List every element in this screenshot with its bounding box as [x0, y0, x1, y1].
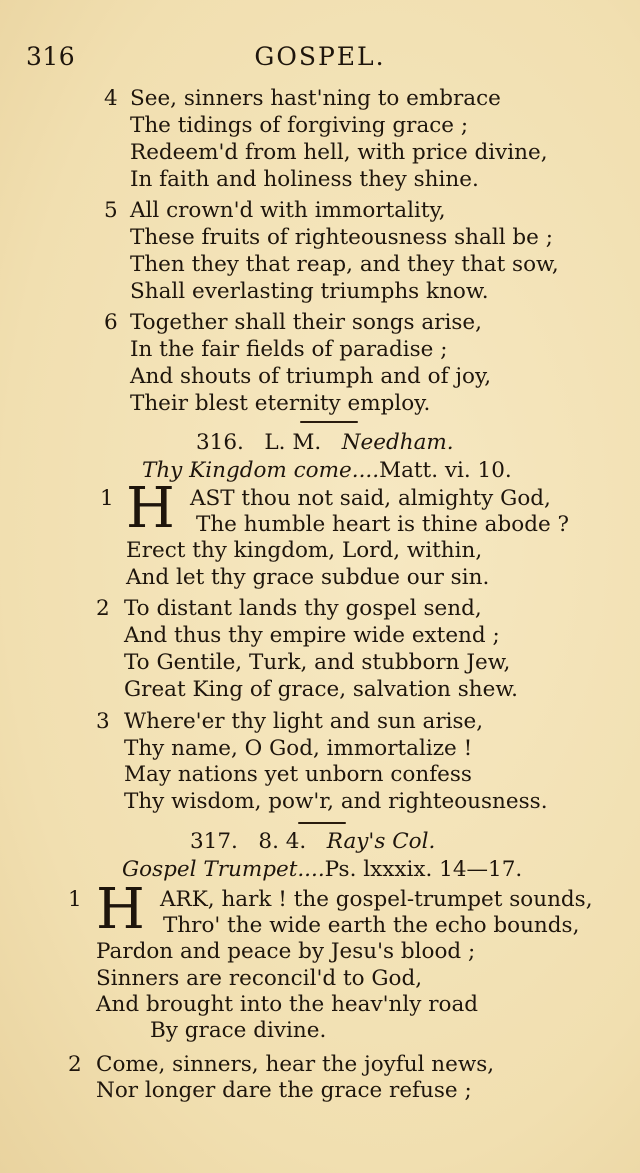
verse-line: The humble heart is thine abode ? — [196, 512, 570, 537]
verse-line: Sinners are reconcil'd to God, — [96, 966, 423, 991]
verse-line: Pardon and peace by Jesu's blood ; — [96, 939, 476, 964]
section-divider — [298, 822, 346, 824]
verse-line: And thus thy empire wide extend ; — [124, 623, 500, 648]
verse-number: 1 — [68, 887, 82, 912]
section-divider — [300, 421, 358, 423]
running-title: GOSPEL. — [254, 42, 386, 71]
hymn-316-heading — [196, 432, 454, 454]
verse-line: Where'er thy light and sun arise, — [124, 709, 484, 734]
verse-line: Shall everlasting triumphs know. — [130, 279, 489, 304]
hymn-meter: L. M. — [264, 430, 322, 455]
verse-number: 5 — [104, 198, 118, 223]
verse-line: In the fair fields of paradise ; — [130, 337, 448, 362]
hymn-317-heading — [190, 831, 435, 853]
verse-number: 1 — [100, 486, 114, 511]
verse-line: All crown'd with immortality, — [130, 198, 446, 223]
verse-line: Together shall their songs arise, — [130, 310, 482, 335]
verse-line: Thro' the wide earth the echo bounds, — [163, 913, 580, 938]
verse-line: Thy name, O God, immortalize ! — [124, 736, 473, 761]
verse-number: 2 — [96, 596, 110, 621]
verse-line: To distant lands thy gospel send, — [124, 596, 482, 621]
hymn-316-subtitle — [142, 460, 512, 482]
verse-line: May nations yet unborn confess — [124, 762, 472, 787]
verse-line: And shouts of triumph and of joy, — [130, 364, 492, 389]
verse-line: The tidings of forgiving grace ; — [130, 113, 469, 138]
verse-line: Their blest eternity employ. — [130, 391, 431, 416]
verse-line: And let thy grace subdue our sin. — [126, 565, 490, 590]
verse-number: 3 — [96, 709, 110, 734]
verse-line: Thy wisdom, pow'r, and righteousness. — [124, 789, 548, 814]
hymn-number: 316. — [196, 430, 244, 455]
verse-line: See, sinners hast'ning to embrace — [130, 86, 501, 111]
hymn-tune: Ray's Col. — [326, 829, 436, 854]
page-number: 316 — [26, 42, 76, 71]
verse-line: Then they that reap, and they that sow, — [130, 252, 559, 277]
verse-line: These fruits of righteousness shall be ; — [130, 225, 553, 250]
hymn-title: Gospel Trumpet.... — [122, 857, 325, 882]
verse-line: Come, sinners, hear the joyful news, — [96, 1052, 495, 1077]
hymn-number: 317. — [190, 829, 238, 854]
verse-number: 4 — [104, 86, 118, 111]
verse-line: And brought into the heav'nly road — [96, 992, 479, 1017]
hymn-reference: Matt. vi. 10. — [379, 458, 512, 483]
drop-cap: H — [126, 476, 175, 541]
verse-line: AST thou not said, almighty God, — [190, 486, 551, 511]
drop-cap: H — [96, 877, 145, 942]
verse-line: Nor longer dare the grace refuse ; — [96, 1078, 472, 1103]
hymn-title: Thy Kingdom come.... — [142, 458, 380, 483]
verse-line: Great King of grace, salvation shew. — [124, 677, 519, 702]
verse-line: Erect thy kingdom, Lord, within, — [126, 538, 483, 563]
hymn-317-subtitle — [122, 859, 522, 881]
verse-line: By grace divine. — [150, 1018, 327, 1043]
verse-line: Redeem'd from hell, with price divine, — [130, 140, 548, 165]
hymn-tune: Needham. — [341, 430, 454, 455]
verse-line: ARK, hark ! the gospel-trumpet sounds, — [160, 887, 593, 912]
hymn-meter: 8. 4. — [258, 829, 307, 854]
verse-number: 2 — [68, 1052, 82, 1077]
verse-line: To Gentile, Turk, and stubborn Jew, — [124, 650, 511, 675]
verse-number: 6 — [104, 310, 118, 335]
verse-line: In faith and holiness they shine. — [130, 167, 479, 192]
hymn-reference: Ps. lxxxix. 14—17. — [324, 857, 523, 882]
